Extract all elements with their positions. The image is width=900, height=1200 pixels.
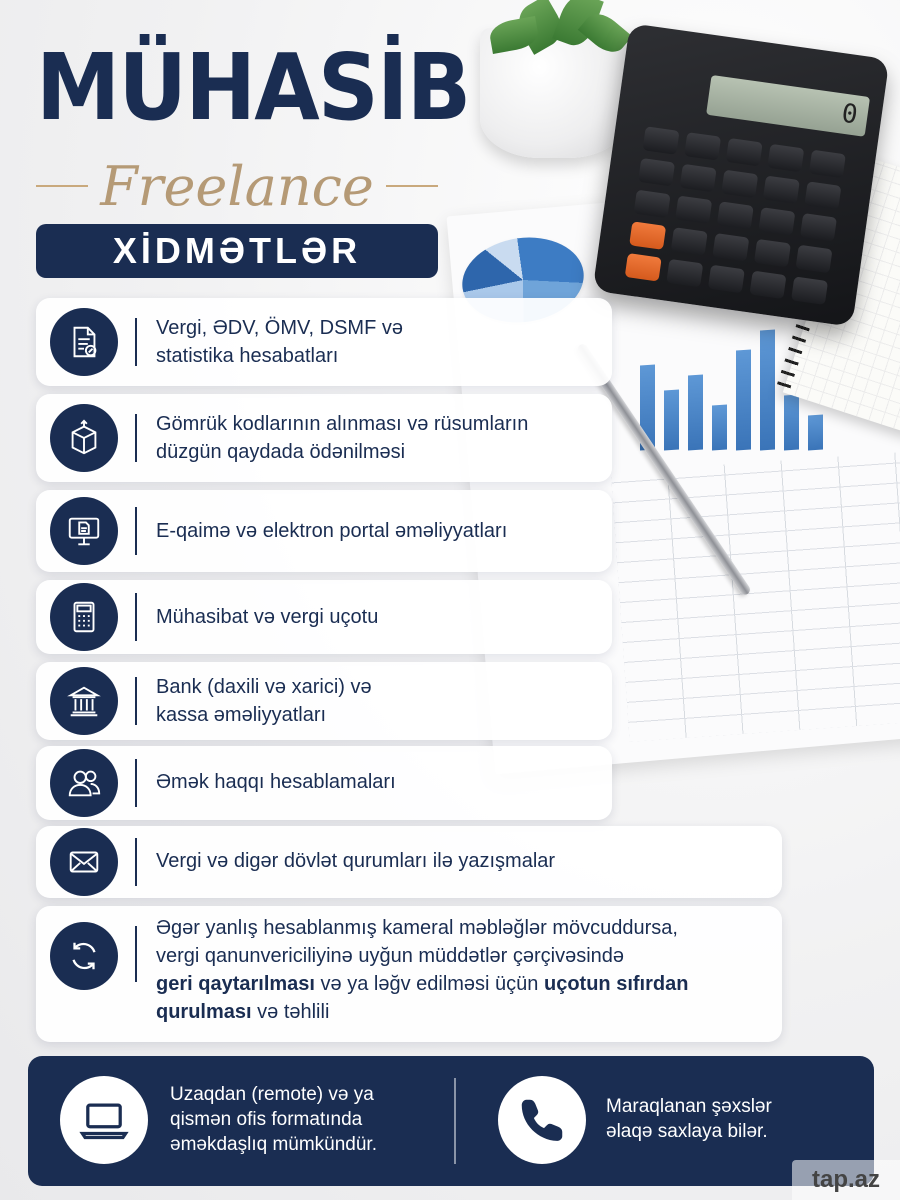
service-line: statistika hesabatları — [156, 345, 339, 367]
service-line: Vergi, ƏDV, ÖMV, DSMF və — [156, 317, 403, 339]
calculator-display: 0 — [706, 75, 870, 137]
service-line: vergi qanunvericiliyinə uyğun müddətlər çərçivəsində — [156, 945, 625, 967]
service-text-fragment: və ya ləğv edilməsi üçün — [314, 973, 544, 995]
service-line: Gömrük kodlarının alınması və rüsumların — [156, 413, 529, 435]
services-banner: XİDMƏTLƏR — [36, 224, 438, 278]
service-card-accounting — [36, 580, 612, 654]
service-line: Əgər yanlış hesablanmış kameral məbləğlər mövcuddursa, — [156, 917, 678, 939]
bank-icon — [50, 667, 118, 735]
service-line: Vergi və digər dövlət qurumları ilə yazışmalar — [156, 850, 556, 872]
card-divider — [135, 677, 137, 725]
service-line: E-qaimə və elektron portal əməliyyatları — [156, 520, 508, 542]
contact-text — [606, 1094, 772, 1144]
service-card-payroll — [36, 746, 612, 820]
service-card-correspondence — [36, 826, 782, 898]
bold-text: uçotun sıfırdan — [543, 973, 689, 995]
service-text — [156, 517, 596, 545]
people-icon — [50, 749, 118, 817]
customs-box-icon — [50, 404, 118, 472]
footer-line: Maraqlanan şəxslər — [606, 1096, 772, 1117]
card-divider — [135, 759, 137, 807]
refresh-icon — [50, 922, 118, 990]
subtitle: Freelance — [100, 154, 374, 218]
service-line: kassa əməliyyatları — [156, 704, 327, 726]
service-card-refund — [36, 906, 782, 1042]
footer-panel — [28, 1056, 874, 1186]
laptop-icon — [60, 1076, 148, 1164]
card-divider — [135, 414, 137, 462]
divider-line — [36, 185, 88, 187]
service-line: Əmək haqqı hesablamaları — [156, 771, 396, 793]
footer-line: Uzaqdan (remote) və ya — [170, 1084, 374, 1105]
card-divider — [135, 318, 137, 366]
service-card-tax-reports — [36, 298, 612, 386]
computer-document-icon — [50, 497, 118, 565]
service-text — [156, 603, 596, 631]
page-title: MÜHASİB — [36, 34, 470, 141]
service-line: Bank (daxili və xarici) və — [156, 676, 372, 698]
calculator-keys — [625, 126, 854, 306]
bold-text: qurulması — [156, 1001, 252, 1023]
card-divider — [135, 593, 137, 641]
service-text — [156, 914, 766, 1026]
envelope-icon — [50, 828, 118, 896]
service-line — [156, 970, 766, 998]
calculator-icon — [50, 583, 118, 651]
service-text — [156, 314, 596, 370]
remote-work-text — [170, 1082, 377, 1157]
card-divider — [135, 926, 137, 982]
service-text — [156, 847, 766, 875]
service-text-fragment: və təhlili — [251, 1001, 330, 1023]
service-card-bank — [36, 662, 612, 740]
service-text — [156, 768, 596, 796]
footer-divider — [454, 1078, 456, 1164]
bold-text: geri qaytarılması — [156, 973, 315, 995]
tax-report-icon — [50, 308, 118, 376]
service-line: Mühasibat və vergi uçotu — [156, 606, 379, 628]
service-line: düzgün qaydada ödənilməsi — [156, 441, 406, 463]
footer-line: qismən ofis formatında — [170, 1109, 363, 1130]
service-text — [156, 410, 596, 466]
calculator — [592, 23, 889, 327]
subtitle-row — [36, 146, 438, 226]
card-divider — [135, 507, 137, 555]
watermark: tap.az — [792, 1160, 900, 1200]
card-divider — [135, 838, 137, 886]
phone-icon[interactable] — [498, 1076, 586, 1164]
service-line — [156, 998, 766, 1026]
divider-line — [386, 185, 438, 187]
service-card-e-invoice — [36, 490, 612, 572]
footer-line: əməkdaşlıq mümkündür. — [170, 1134, 377, 1155]
service-card-customs — [36, 394, 612, 482]
footer-line: əlaqə saxlaya bilər. — [606, 1121, 768, 1142]
report-table-lines — [611, 452, 900, 742]
service-text — [156, 673, 596, 729]
